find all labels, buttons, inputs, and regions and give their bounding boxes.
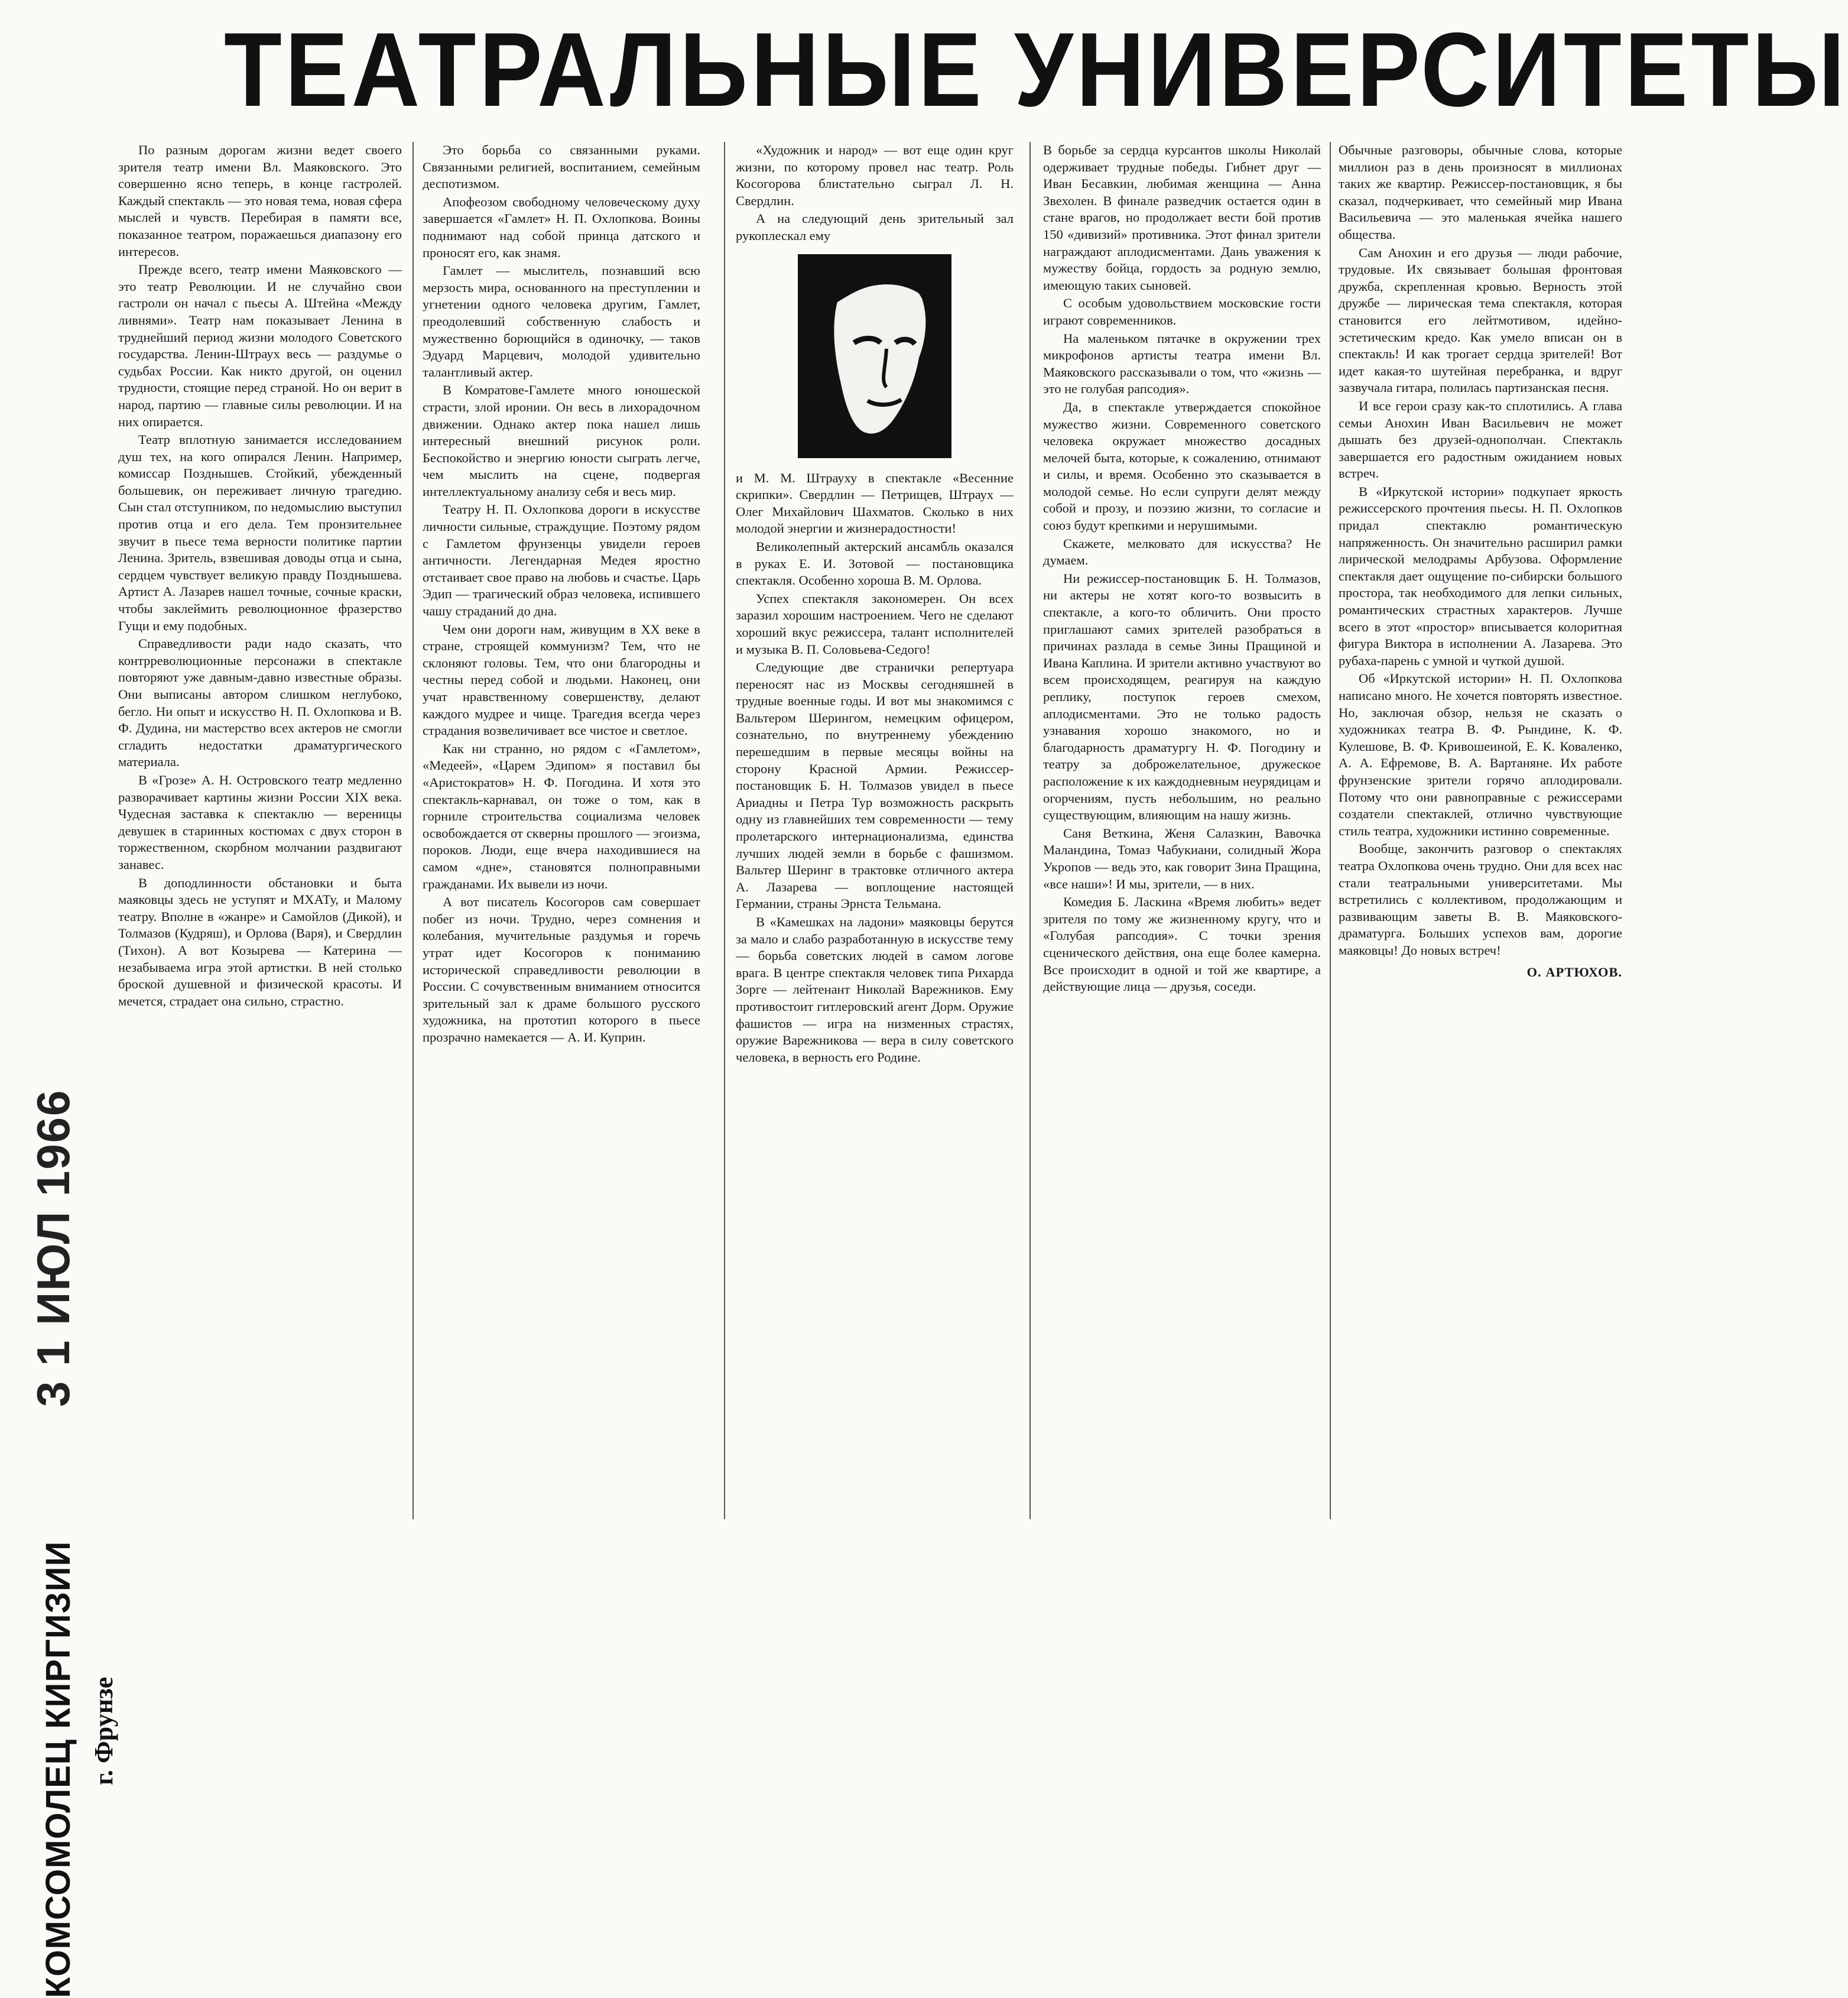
paragraph: Ни режиссер-постановщик Б. Н. Толмазов, ни актеры не хотят кого-то возвысить в спектакле, а кого-то обличить. Они просто приглашают самих зрителей разобраться в причинах разлада в семье Зины Пращиной и Ивана Каплина. И зрители активно участвуют во всем происходящем, реагируя на каждую реплику, поступок героев смехом, аплодисментами. Это не только радость узнавания хорошо знакомого, но и благодарность драматургу Н. Ф. Погодину и театру за доброжелательное, дружеское расположение к их каждодневным неурядицам и огорчениям, пусть небольшим, но реально существующим, влияющим на нашу жизнь. [1043,570,1321,823]
newspaper-source: КОМСОМОЛЕЦ КИРГИЗИИ [39,1540,77,1998]
paragraph: В борьбе за сердца курсантов школы Николай одерживает трудные победы. Гибнет друг — Иван Бесавкин, любимая женщина — Анна Звехолен. В финале разведчик остается один в стане врагов, но продолжает вести бой против 150 «дивизий» противника. Этот финал зрители награждают аплодисментами. Дань уважения к мужеству бойца, гордость за родную землю, имеющую таких сыновей. [1043,142,1321,293]
paragraph: Об «Иркутской истории» Н. П. Охлопкова написано много. Не хочется повторять известное. Но, заключая обзор, нельзя не сказать о художниках театра В. Ф. Рындине, К. Ф. Кулешове, В. Ф. Кривошеиной, Е. К. Коваленко, А. А. Ефремове, В. А. Вартаняне. Их работе фрунзенские зрители горячо аплодировали. Потому что они равноправные с режиссерами создатели спектаклей, отлично чувствующие стиль театра, художники истинно современные. [1339,671,1622,838]
actor-portrait-image [798,254,951,458]
paragraph: и М. М. Штрауху в спектакле «Весенние скрипки». Свердлин — Петрищев, Штраух — Олег Михайлович Шахматов. Сколько в них молодой энергии и жизнерадостности! [736,470,1014,536]
paragraph: В Комратове-Гамлете много юношеской страсти, злой иронии. Он весь в лихорадочном движении. Однако актер пока нашел лишь интересный внешний рисунок роли. Беспокойство и энергию юности сыграть легче, чем мыслить на сцене, подвергая интеллектуальному анализу себя и весь мир. [423,382,700,499]
paragraph: Это борьба со связанными руками. Связанными религией, воспитанием, семейным деспотизмом. [423,142,700,192]
paragraph: А вот писатель Косогоров сам совершает побег из ночи. Трудно, через сомнения и колебания, мучительные раздумья и горечь утрат идет Косогоров к пониманию исторической справедливости революции в России. С сочувственным вниманием относится зрительный зал к драме большого русского художника, на прототип которого в пьесе прозрачно намекается — А. И. Куприн. [423,894,700,1045]
column-rule [724,142,725,1519]
paragraph: В «Иркутской истории» подкупает яркость режиссерского прочтения пьесы. Н. П. Охлопков придал спектаклю романтическую напряженность. Он значительно расширил рамки лирической мелодрамы Арбузова. Оформление спектакля дает ощущение по-сибирски большого простора, так необходимого для лепки сильных, романтических страстных характеров. Лучше всего в этот «простор» вписывается колоритная фигура Виктора в исполнении А. Лазарева. Это рубаха-парень с умной и чуткой душой. [1339,484,1622,668]
city-label: г. Фрунзе [89,1676,118,1785]
column-4 [1043,142,1321,1519]
column-5 [1339,142,1622,1519]
paragraph: И все герои сразу как-то сплотились. А глава семьи Анохин Иван Васильевич не может дышать без друзей-однополчан. Спектакль завершается его радостным ожиданием новых встреч. [1339,398,1622,481]
column-2 [423,142,700,1519]
paragraph: Следующие две странички репертуара переносят нас из Москвы сегодняшней в трудные военные годы. И вот мы знакомимся с Вальтером Шерингом, немецким офицером, сознательно, по внутреннему убеждению перешедшим в первые месяцы войны на сторону Красной Армии. Режиссер-постановщик Б. Н. Толмазов увидел в пьесе Ариадны и Петра Тур возможность раскрыть одну из главнейших тем современности — тему пролетарского интернационализма, единства лучших людей земли в борьбе с фашизмом. Вальтер Шеринг в трактовке отличного актера А. Лазарева — воплощение настоящей Германии, страны Эрнста Тельмана. [736,660,1014,912]
paragraph: А на следующий день зрительный зал рукоплескал ему [736,211,1014,243]
column-1 [118,142,402,1519]
column-3 [736,142,1014,1519]
paragraph: В «Камешках на ладони» маяковцы берутся за мало и слабо разработанную в искусстве тему — борьба советских людей в самом логове врага. В центре спектакля человек типа Рихарда Зорге — лейтенант Николай Варежников. Ему противостоит гитлеровский агент Дорм. Оружие фашистов — игра на низменных страстях, оружие Варежникова — вера в силу советского человека, в верность его Родине. [736,914,1014,1065]
column-rule [1029,142,1031,1519]
paragraph: С особым удовольствием московские гости играют современников. [1043,296,1321,327]
headline: ТЕАТРАЛЬНЫЕ УНИВЕРСИТЕТЫ [224,11,1848,128]
paragraph: По разным дорогам жизни ведет своего зрителя театр имени Вл. Маяковского. Это совершенно ясно теперь, в конце гастролей. Каждый спектакль — это новая тема, новая сфера мыслей и чувств. Перебирая в памяти все, показанное театром, поражаешься диапазону его интересов. [118,142,402,259]
paragraph: Справедливости ради надо сказать, что контрреволюционные персонажи в спектакле повторяют уже давным-давно известные образы. Они выписаны автором слишком неглубоко, бегло. Ни опыт и искусство Н. П. Охлопкова и В. Ф. Дудина, ни мастерство всех актеров не смогли сгладить недостатки драматургического материала. [118,636,402,770]
paragraph: Театр вплотную занимается исследованием душ тех, на кого опирался Ленин. Например, комиссар Позднышев. Стойкий, убежденный большевик, он переживает личную трагедию. Сын стал отступником, по недомыслию выступил против отца и его дела. Тем пронзительнее звучит в пьесе тема верности политике партии Ленина. Зритель, взвешивая доводы отца и сына, сердцем чувствует великую правду Позднышева. Артист А. Лазарев нашел точные, сочные краски, чтобы заклеймить революционное фразерство Гущи и ему подобных. [118,432,402,633]
paragraph: Обычные разговоры, обычные слова, которые миллион раз в день произносят в миллионах таких же квартир. Режиссер-постановщик, я бы сказал, подчеркивает, что семейный мир Ивана Васильевича — это маленькая ячейка нашего общества. [1339,142,1622,242]
paragraph: Апофеозом свободному человеческому духу завершается «Гамлет» Н. П. Охлопкова. Воины поднимают над собой принца датского и проносят его, как знамя. [423,194,700,260]
paragraph: Сам Анохин и его друзья — люди рабочие, трудовые. Их связывает большая фронтовая дружба, скрепленная кровью. Верность этой дружбе — лирическая тема спектакля, которая становится его лейтмотивом, идейно-эстетическим кредо. Как умело вписан он в спектакль! И как трогает сердца зрителей! Вот идет какая-то шутейная перебранка, и вдруг зазвучала гитара, полилась партизанская песня. [1339,245,1622,395]
paragraph: В «Грозе» А. Н. Островского театр медленно разворачивает картины жизни России XIX века. Чудесная заставка к спектаклю — вереницы девушек в старинных костюмах с двух сторон в торжественном, скорбном молчании раздвигают занавес. [118,772,402,872]
paragraph: Великолепный актерский ансамбль оказался в руках Е. И. Зотовой — постановщика спектакля. Особенно хороша В. М. Орлова. [736,539,1014,588]
paragraph: «Художник и народ» — вот еще один круг жизни, по которому провел нас театр. Роль Косогорова блистательно сыграл Л. Н. Свердлин. [736,142,1014,208]
paragraph: Гамлет — мыслитель, познавший всю мерзость мира, основанного на преступлении и угнетении одного человека другим, Гамлет, преодолевший собственную слабость и мужественно борющийся в одиночку, — таков Эдуард Марцевич, молодой удивительно талантливый актер. [423,263,700,380]
paragraph: Чем они дороги нам, живущим в XX веке в стране, строящей коммунизм? Тем, что не склоняют головы. Тем, что они благородны и честны перед собой и людьми. Наконец, они учат нравственному совершенству, делают каждого мудрее и чище. Трагедия всегда через страдания возвеличивает все чистое и светлое. [423,621,700,738]
author-signature: О. АРТЮХОВ. [1527,964,1622,979]
paragraph: На маленьком пятачке в окружении трех микрофонов артисты театра имени Вл. Маяковского рассказывали о том, что «жизнь — это не голубая рапсодия». [1043,330,1321,397]
date-stamp: 3 1 ИЮЛ 1966 [27,1089,79,1407]
paragraph: Комедия Б. Ласкина «Время любить» ведет зрителя по тому же жизненному кругу, что и «Голубая рапсодия». С точки зрения сценического действия, она еще более камерна. Все происходит в одной и той же квартире, а действующие лица — друзья, соседи. [1043,894,1321,994]
column-rule [1330,142,1331,1519]
paragraph: Да, в спектакле утверждается спокойное мужество жизни. Современного советского человека окружает множество досадных мелочей быта, которые, к сожалению, отнимают и силы, и время. Особенно это сказывается в молодой семье. Но если супруги делят между собой и прозу, и поэзию жизни, то согласие и союз будут крепкими и нерушимыми. [1043,399,1321,533]
paragraph: Скажете, мелковато для искусства? Не думаем. [1043,536,1321,568]
paragraph: Театру Н. П. Охлопкова дороги в искусстве личности сильные, страждущие. Поэтому рядом с Гамлетом фрунзенцы увидели героев античности. Легендарная Медея яростно отстаивает свое право на любовь и счастье. Царь Эдип — трагический образ человека, испившего чашу страданий до дна. [423,502,700,619]
paragraph: В доподлинности обстановки и быта маяковцы здесь не уступят и МХАТу, и Малому театру. Вполне в «жанре» и Самойлов (Дикой), и Толмазов (Кудряш), и Орлова (Варя), и Свердлин (Тихон). А вот Козырева — Катерина — незабываема игра этой артистки. В ней столько броской душевной и физической красоты. И мечется, страдает она сильно, страстно. [118,875,402,1008]
paragraph: Успех спектакля закономерен. Он всех заразил хорошим настроением. Чего не сделают хороший вкус режиссера, талант исполнителей и музыка В. П. Соловьева-Седого! [736,591,1014,657]
column-rule [413,142,414,1519]
paragraph: Как ни странно, но рядом с «Гамлетом», «Медеей», «Царем Эдипом» я поставил бы «Аристократов» Н. Ф. Погодина. И хотя это спектакль-карнавал, он тоже о том, как в горниле строительства социализма человек освобождается от скверны прошлого — эгоизма, пороков. Люди, еще вчера находившиеся на самом «дне», становятся полноправными гражданами. Их вывели из ночи. [423,741,700,891]
paragraph: Прежде всего, театр имени Маяковского — это театр Революции. И не случайно свои гастроли он начал с пьесы А. Штейна «Между ливнями». Театр нам показывает Ленина в труднейший период жизни молодого Советского государства. Ленин-Штраух весь — раздумье о судьбах России. Как никто другой, он оценил трудности, стоящие перед страной. Но он верит в народ, партию — главные силы революции. И на них опирается. [118,262,402,429]
paragraph: Вообще, закончить разговор о спектаклях театра Охлопкова очень трудно. Они для всех нас стали театральными университетами. Мы встретились с коллективом, продолжающим и развивающим заветы В. В. Маяковского-драматурга. Больших успехов вам, дорогие маяковцы! До новых встреч! [1339,841,1622,958]
paragraph: Саня Веткина, Женя Салазкин, Вавочка Маландина, Томаз Чабукиани, солидный Жора Укропов — ведь это, как говорит Зина Пращина, «все наши»! И мы, зрители, — в них. [1043,825,1321,891]
